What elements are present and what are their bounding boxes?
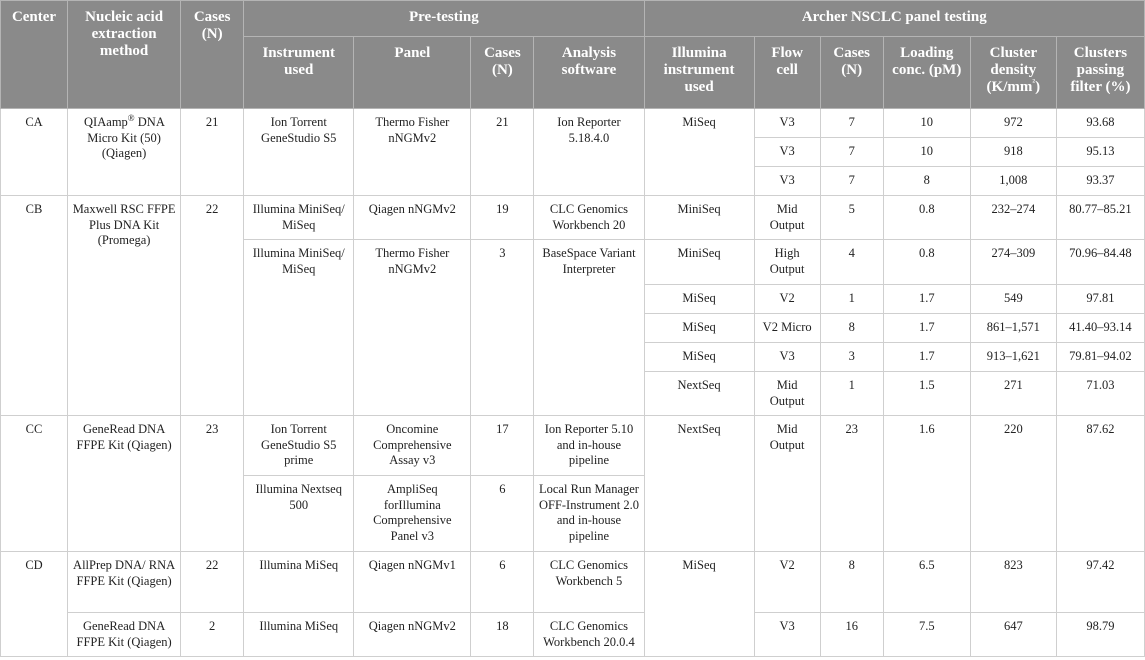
cell-cluster-density: 972 <box>970 109 1056 138</box>
header-analysis-software: Analysis software <box>534 37 644 109</box>
cell-illumina-instrument: MiSeq <box>644 343 754 372</box>
cell-clusters-passing: 71.03 <box>1056 372 1144 416</box>
cell-instrument: Illumina MiniSeq/ MiSeq <box>244 196 354 240</box>
header-extraction-method: Nucleic acid extraction method <box>68 1 181 109</box>
cell-flow-cell: V3 <box>754 138 820 167</box>
cell-archer-cases: 1 <box>820 285 883 314</box>
cell-clusters-passing: 70.96–84.48 <box>1056 240 1144 285</box>
cell-loading-conc: 10 <box>883 109 970 138</box>
cell-extraction-method: Maxwell RSC FFPE Plus DNA Kit (Promega) <box>68 196 181 416</box>
cell-instrument: Illumina MiniSeq/ MiSeq <box>244 240 354 416</box>
cell-clusters-passing: 87.62 <box>1056 416 1144 552</box>
header-archer-group: Archer NSCLC panel testing <box>644 1 1144 37</box>
cell-loading-conc: 0.8 <box>883 240 970 285</box>
cell-loading-conc: 1.6 <box>883 416 970 552</box>
table-row <box>1 109 1145 138</box>
cell-analysis-software: BaseSpace Variant Interpreter <box>534 240 644 416</box>
cell-clusters-passing: 97.42 <box>1056 552 1144 613</box>
cell-flow-cell: V2 Micro <box>754 314 820 343</box>
cell-center: CB <box>1 196 68 416</box>
cell-panel: AmpliSeq forIllumina Comprehensive Panel v3 <box>354 476 471 552</box>
cell-panel: Oncomine Comprehensive Assay v3 <box>354 416 471 476</box>
cell-extraction-method: QIAamp® DNA Micro Kit (50) (Qiagen) <box>68 109 181 196</box>
header-center: Center <box>1 1 68 109</box>
cell-clusters-passing: 95.13 <box>1056 138 1144 167</box>
cell-flow-cell: V3 <box>754 343 820 372</box>
cell-pretest-cases: 6 <box>471 552 534 613</box>
cell-archer-cases: 8 <box>820 314 883 343</box>
cell-pretest-cases: 18 <box>471 613 534 657</box>
cell-flow-cell: Mid Output <box>754 196 820 240</box>
table-body <box>1 109 1145 657</box>
cell-archer-cases: 7 <box>820 109 883 138</box>
cell-pretest-cases: 19 <box>471 196 534 240</box>
cell-cluster-density: 913–1,621 <box>970 343 1056 372</box>
cell-flow-cell: Mid Output <box>754 372 820 416</box>
cell-extraction-method: AllPrep DNA/ RNA FFPE Kit (Qiagen) <box>68 552 181 613</box>
cell-clusters-passing: 98.79 <box>1056 613 1144 657</box>
header-pretest-cases: Cases (N) <box>471 37 534 109</box>
cell-illumina-instrument: NextSeq <box>644 416 754 552</box>
cell-cluster-density: 274–309 <box>970 240 1056 285</box>
cell-pretest-cases: 3 <box>471 240 534 416</box>
cell-illumina-instrument: MiniSeq <box>644 240 754 285</box>
header-instrument-used: Instrument used <box>244 37 354 109</box>
table-header <box>1 1 1145 109</box>
cell-archer-cases: 23 <box>820 416 883 552</box>
cell-illumina-instrument: MiSeq <box>644 109 754 196</box>
cell-loading-conc: 1.5 <box>883 372 970 416</box>
cell-clusters-passing: 97.81 <box>1056 285 1144 314</box>
cell-cluster-density: 220 <box>970 416 1056 552</box>
cell-instrument: Illumina MiSeq <box>244 552 354 613</box>
cell-archer-cases: 16 <box>820 613 883 657</box>
cell-cases: 22 <box>181 552 244 613</box>
cell-cluster-density: 1,008 <box>970 167 1056 196</box>
cell-center: CA <box>1 109 68 196</box>
cell-illumina-instrument: NextSeq <box>644 372 754 416</box>
cell-flow-cell: High Output <box>754 240 820 285</box>
cell-illumina-instrument: MiSeq <box>644 314 754 343</box>
cell-instrument: Illumina MiSeq <box>244 613 354 657</box>
header-panel: Panel <box>354 37 471 109</box>
cell-pretest-cases: 6 <box>471 476 534 552</box>
cell-archer-cases: 4 <box>820 240 883 285</box>
header-cases: Cases (N) <box>181 1 244 109</box>
cell-cluster-density: 861–1,571 <box>970 314 1056 343</box>
header-illumina-instrument: Illumina instrument used <box>644 37 754 109</box>
header-flow-cell: Flow cell <box>754 37 820 109</box>
cell-archer-cases: 1 <box>820 372 883 416</box>
cell-archer-cases: 5 <box>820 196 883 240</box>
cell-analysis-software: CLC Genomics Workbench 20.0.4 <box>534 613 644 657</box>
cell-archer-cases: 8 <box>820 552 883 613</box>
cell-loading-conc: 1.7 <box>883 285 970 314</box>
cell-extraction-method: GeneRead DNA FFPE Kit (Qiagen) <box>68 613 181 657</box>
cell-illumina-instrument: MiSeq <box>644 285 754 314</box>
cell-flow-cell: V2 <box>754 285 820 314</box>
cell-extraction-method: GeneRead DNA FFPE Kit (Qiagen) <box>68 416 181 552</box>
cell-panel: Qiagen nNGMv2 <box>354 613 471 657</box>
cell-instrument: Ion Torrent GeneStudio S5 <box>244 109 354 196</box>
cell-analysis-software: CLC Genomics Workbench 20 <box>534 196 644 240</box>
cell-archer-cases: 7 <box>820 167 883 196</box>
cell-instrument: Ion Torrent GeneStudio S5 prime <box>244 416 354 476</box>
cell-analysis-software: Local Run Manager OFF-Instrument 2.0 and in-house pipeline <box>534 476 644 552</box>
cell-cluster-density: 647 <box>970 613 1056 657</box>
cell-analysis-software: Ion Reporter 5.10 and in-house pipeline <box>534 416 644 476</box>
table-row <box>1 196 1145 240</box>
header-pretesting-group: Pre-testing <box>244 1 644 37</box>
cell-panel: Qiagen nNGMv2 <box>354 196 471 240</box>
cell-center: CC <box>1 416 68 552</box>
cell-pretest-cases: 17 <box>471 416 534 476</box>
cell-center: CD <box>1 552 68 657</box>
cell-loading-conc: 0.8 <box>883 196 970 240</box>
header-cluster-density: Cluster density $(K/mm^{^2})$ <box>970 37 1056 109</box>
cell-clusters-passing: 80.77–85.21 <box>1056 196 1144 240</box>
cell-panel: Qiagen nNGMv1 <box>354 552 471 613</box>
cell-cases: 23 <box>181 416 244 552</box>
cell-flow-cell: V3 <box>754 167 820 196</box>
cell-clusters-passing: 93.68 <box>1056 109 1144 138</box>
cell-analysis-software: Ion Reporter 5.18.4.0 <box>534 109 644 196</box>
cell-loading-conc: 7.5 <box>883 613 970 657</box>
cell-panel: Thermo Fisher nNGMv2 <box>354 109 471 196</box>
cell-archer-cases: 7 <box>820 138 883 167</box>
cell-loading-conc: 10 <box>883 138 970 167</box>
cell-cluster-density: 918 <box>970 138 1056 167</box>
cell-instrument: Illumina Nextseq 500 <box>244 476 354 552</box>
cell-clusters-passing: 41.40–93.14 <box>1056 314 1144 343</box>
cell-loading-conc: 8 <box>883 167 970 196</box>
cell-cases: 22 <box>181 196 244 416</box>
cell-loading-conc: 6.5 <box>883 552 970 613</box>
header-archer-cases: Cases (N) <box>820 37 883 109</box>
cell-clusters-passing: 93.37 <box>1056 167 1144 196</box>
cell-flow-cell: V3 <box>754 613 820 657</box>
table-row <box>1 613 1145 657</box>
cell-cluster-density: 271 <box>970 372 1056 416</box>
table-row <box>1 416 1145 476</box>
cell-illumina-instrument: MiSeq <box>644 552 754 657</box>
cell-cases: 2 <box>181 613 244 657</box>
header-loading-conc: Loading conc. (pM) <box>883 37 970 109</box>
cell-cases: 21 <box>181 109 244 196</box>
cell-cluster-density: 232–274 <box>970 196 1056 240</box>
cell-flow-cell: V2 <box>754 552 820 613</box>
header-clusters-passing: Clusters passing filter (%) <box>1056 37 1144 109</box>
cell-loading-conc: 1.7 <box>883 343 970 372</box>
cell-analysis-software: CLC Genomics Workbench 5 <box>534 552 644 613</box>
cell-loading-conc: 1.7 <box>883 314 970 343</box>
cell-illumina-instrument: MiniSeq <box>644 196 754 240</box>
cell-clusters-passing: 79.81–94.02 <box>1056 343 1144 372</box>
cell-cluster-density: 549 <box>970 285 1056 314</box>
table-row <box>1 552 1145 613</box>
cell-archer-cases: 3 <box>820 343 883 372</box>
cell-panel: Thermo Fisher nNGMv2 <box>354 240 471 416</box>
cell-pretest-cases: 21 <box>471 109 534 196</box>
cell-cluster-density: 823 <box>970 552 1056 613</box>
cell-flow-cell: Mid Output <box>754 416 820 552</box>
cell-flow-cell: V3 <box>754 109 820 138</box>
